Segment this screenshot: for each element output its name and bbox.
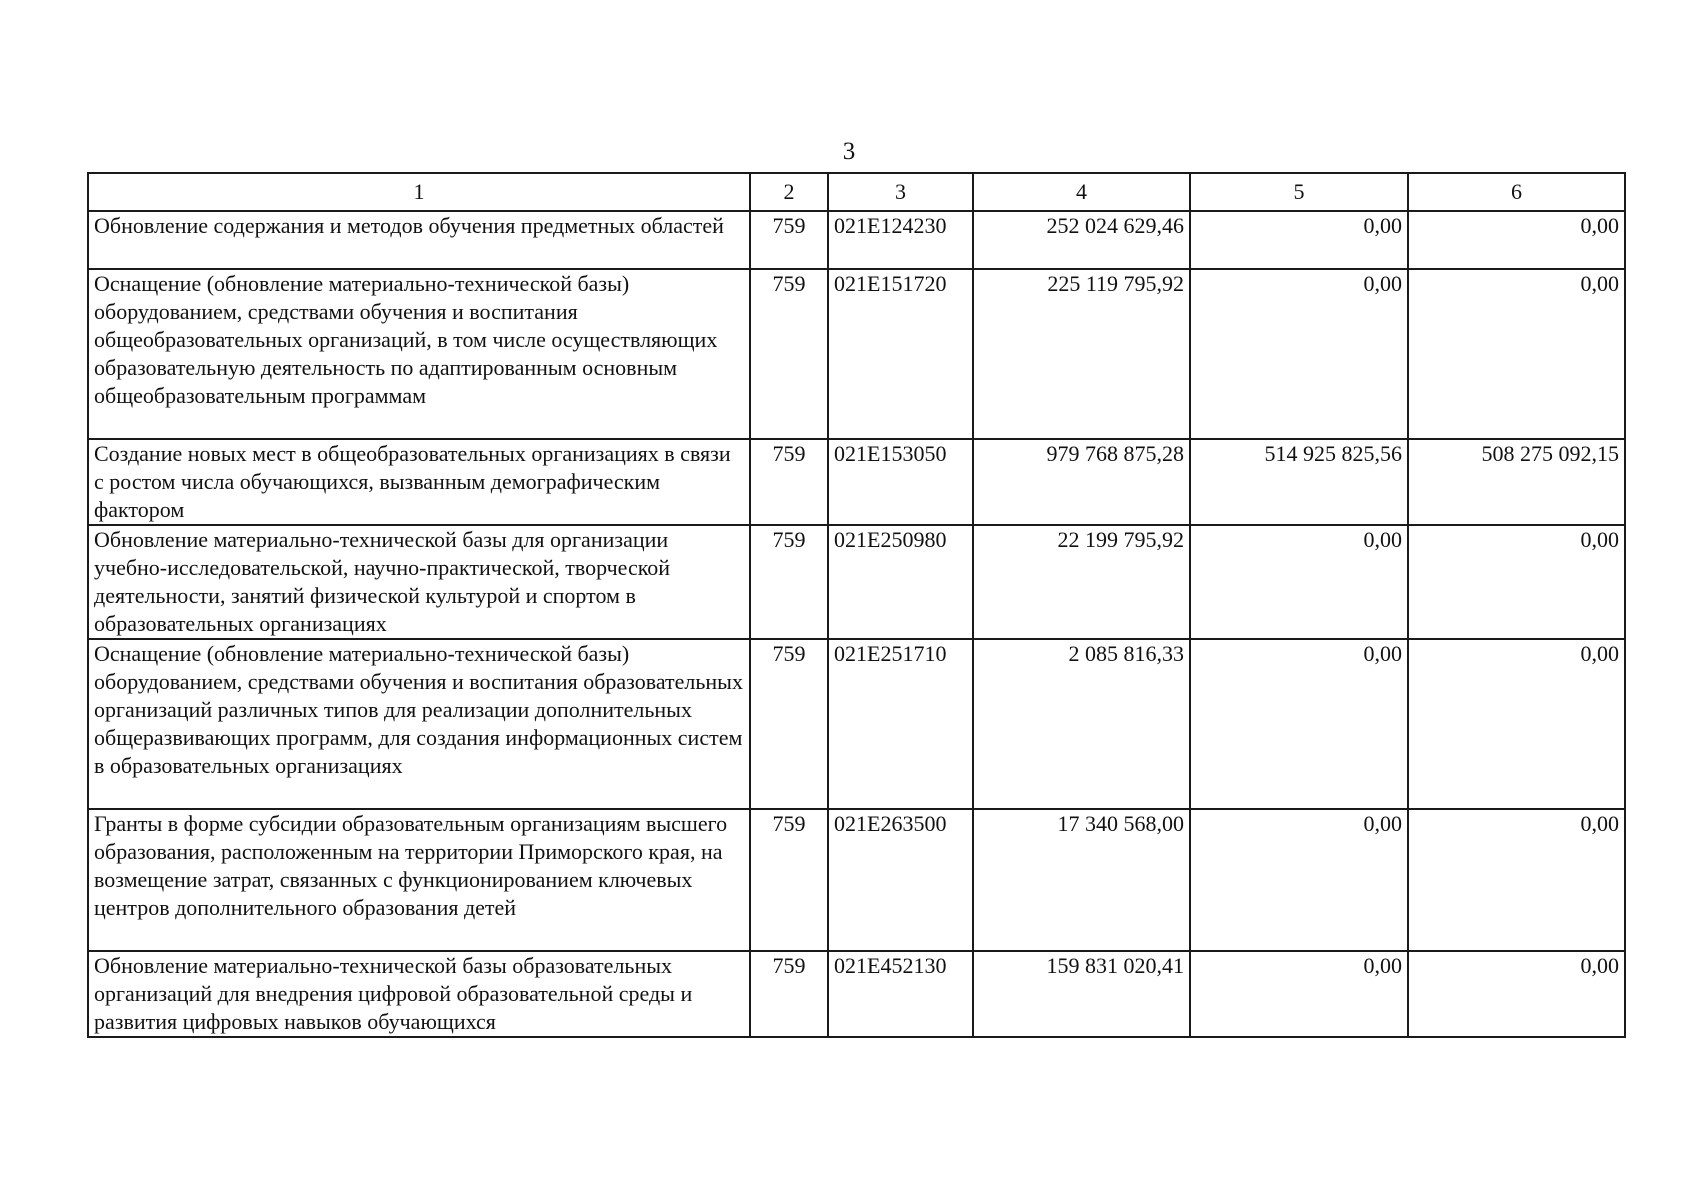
row-admin-code: 759 [750,269,828,439]
row-description: Оснащение (обновление материально-технической базы) оборудованием, средствами обучения и воспитания образовательных организаций различных типов для реализации дополнительных общеразвивающих программ, для создания информационных систем в образовательных организациях [88,639,750,809]
row-amount-col6: 0,00 [1408,639,1625,809]
table-header-row [88,173,1625,211]
table-row [88,269,1625,439]
column-header-6: 6 [1408,173,1625,211]
page-number: 3 [842,138,856,165]
row-amount-col6: 508 275 092,15 [1408,439,1625,525]
column-header-3: 3 [828,173,973,211]
row-admin-code: 759 [750,951,828,1037]
column-header-5: 5 [1190,173,1408,211]
row-target-code: 021E263500 [828,809,973,951]
row-amount-col6: 0,00 [1408,525,1625,639]
table-row [88,525,1625,639]
table-row [88,809,1625,951]
row-description: Обновление содержания и методов обучения предметных областей [88,211,750,269]
row-target-code: 021E153050 [828,439,973,525]
table-row [88,951,1625,1037]
row-amount-col5: 0,00 [1190,211,1408,269]
row-amount-col4: 17 340 568,00 [973,809,1190,951]
row-target-code: 021E251710 [828,639,973,809]
row-admin-code: 759 [750,439,828,525]
row-amount-col5: 0,00 [1190,951,1408,1037]
row-amount-col6: 0,00 [1408,809,1625,951]
row-description: Обновление материально-технической базы образовательных организаций для внедрения цифровой образовательной среды и развития цифровых навыков обучающихся [88,951,750,1037]
row-admin-code: 759 [750,525,828,639]
row-amount-col4: 2 085 816,33 [973,639,1190,809]
row-amount-col5: 0,00 [1190,525,1408,639]
row-amount-col4: 225 119 795,92 [973,269,1190,439]
row-amount-col6: 0,00 [1408,269,1625,439]
row-amount-col5: 0,00 [1190,639,1408,809]
row-amount-col6: 0,00 [1408,951,1625,1037]
table-row [88,211,1625,269]
row-admin-code: 759 [750,639,828,809]
row-amount-col5: 514 925 825,56 [1190,439,1408,525]
budget-table [87,172,1626,1038]
row-description: Обновление материально-технической базы для организации учебно-исследовательской, научно-практической, творческой деятельности, занятий физической культурой и спортом в образовательных организациях [88,525,750,639]
column-header-2: 2 [750,173,828,211]
row-amount-col4: 22 199 795,92 [973,525,1190,639]
row-amount-col4: 979 768 875,28 [973,439,1190,525]
row-amount-col4: 159 831 020,41 [973,951,1190,1037]
row-amount-col4: 252 024 629,46 [973,211,1190,269]
row-target-code: 021E452130 [828,951,973,1037]
row-amount-col5: 0,00 [1190,269,1408,439]
column-header-4: 4 [973,173,1190,211]
row-amount-col6: 0,00 [1408,211,1625,269]
row-description: Создание новых мест в общеобразовательных организациях в связи с ростом числа обучающихся, вызванным демографическим фактором [88,439,750,525]
row-target-code: 021E250980 [828,525,973,639]
row-amount-col5: 0,00 [1190,809,1408,951]
table-row [88,439,1625,525]
row-description: Оснащение (обновление материально-технической базы) оборудованием, средствами обучения и воспитания общеобразовательных организаций, в том числе осуществляющих образовательную деятельность по адаптированным основным общеобразовательным программам [88,269,750,439]
table-row [88,639,1625,809]
row-admin-code: 759 [750,211,828,269]
column-header-1: 1 [88,173,750,211]
row-target-code: 021E124230 [828,211,973,269]
row-target-code: 021E151720 [828,269,973,439]
row-description: Гранты в форме субсидии образовательным организациям высшего образования, расположенным на территории Приморского края, на возмещение затрат, связанных с функционированием ключевых центров дополнительного образования детей [88,809,750,951]
row-admin-code: 759 [750,809,828,951]
